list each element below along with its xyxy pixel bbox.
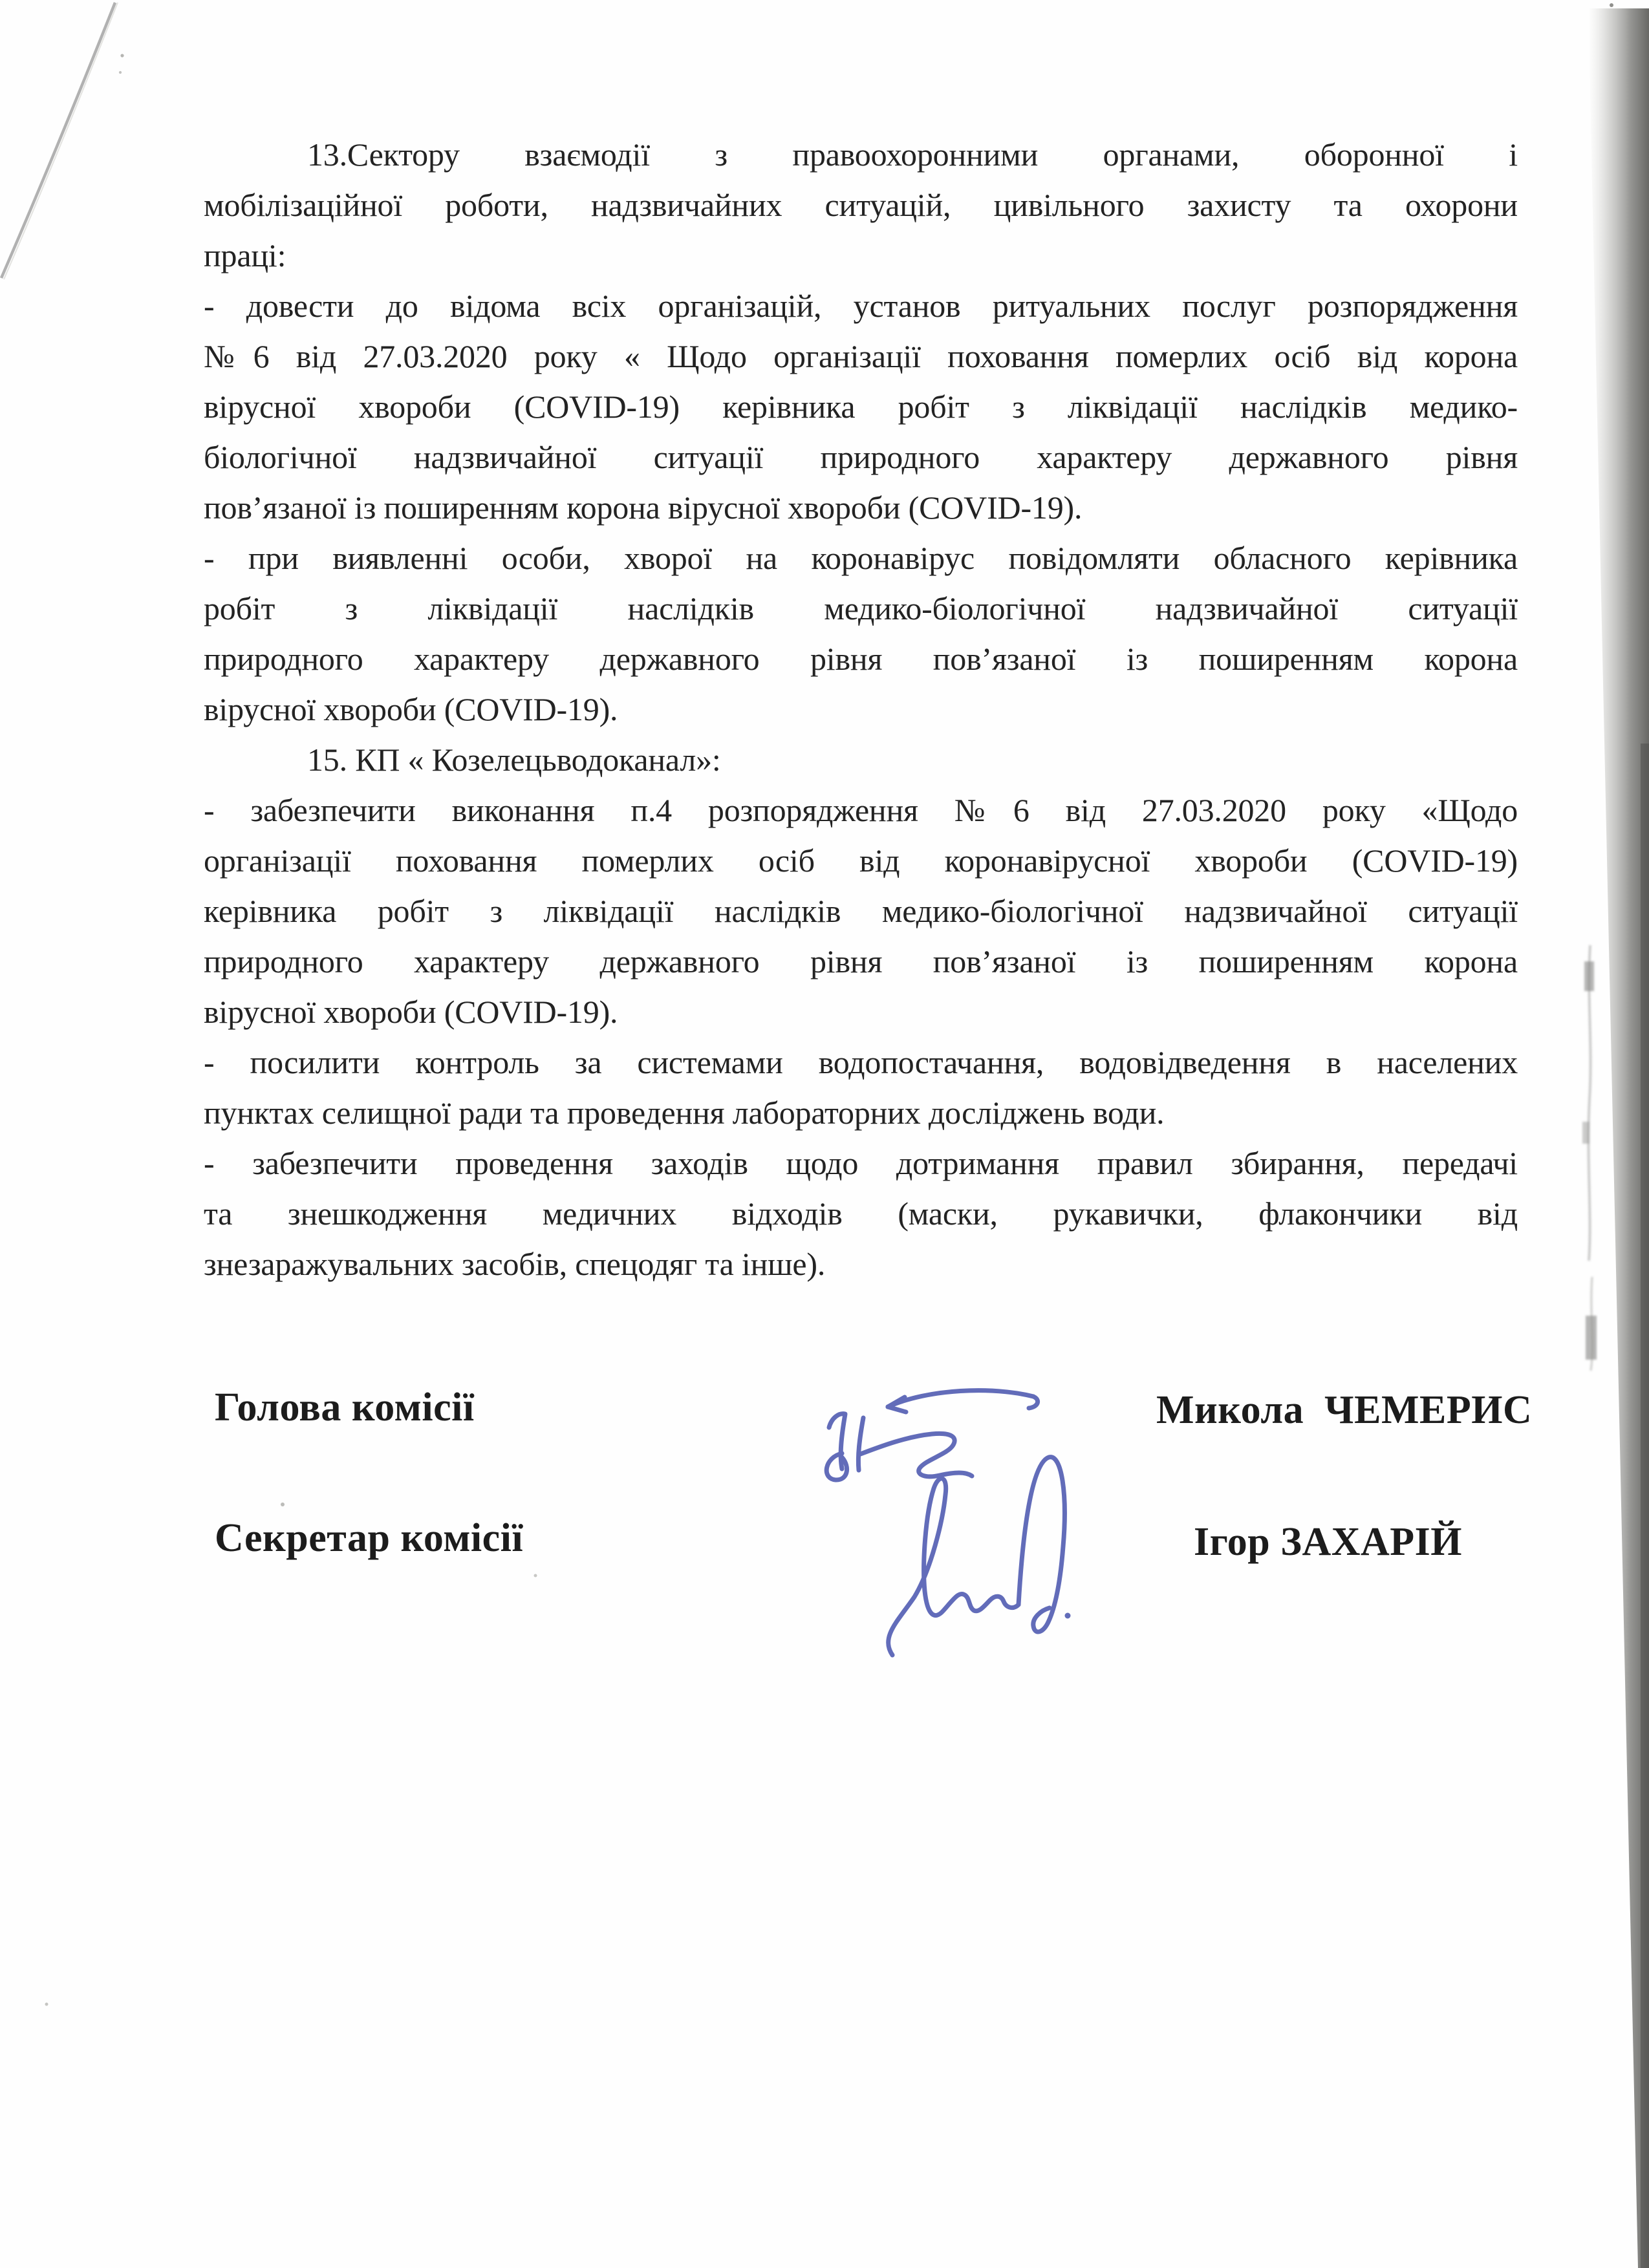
text-line: біологічної надзвичайної ситуації природного характеру державного рівня <box>204 439 1518 475</box>
text-line: - забезпечити проведення заходів щодо дотримання правил збирання, передачі <box>204 1145 1518 1181</box>
text-line: праці: <box>204 237 286 273</box>
text-line: керівника робіт з ліквідації наслідків медико-біологічної надзвичайної ситуації <box>204 893 1518 929</box>
text-line: №6 від 27.03.2020 року « Щодо організації поховання померлих осіб від корона <box>204 338 1518 374</box>
text-line: знезаражувальних засобів, спецодяг та інше). <box>204 1246 826 1282</box>
text-line: мобілізаційної роботи, надзвичайних ситуацій, цивільного захисту та охорони <box>204 187 1518 223</box>
text-line: вірусної хвороби (COVID-19). <box>204 994 618 1030</box>
text-line: - забезпечити виконання п.4 розпорядження №6 від 27.03.2020 року «Щодо <box>204 792 1518 828</box>
text-line: 13.Сектору взаємодії з правоохоронними органами, оборонної і <box>307 136 1518 173</box>
text-line: 15. КП « Козелецьводоканал»: <box>307 742 721 778</box>
text-line: природного характеру державного рівня пов’язаної із поширенням корона <box>204 641 1518 677</box>
text-line: пунктах селищної ради та проведення лабораторних досліджень води. <box>204 1095 1165 1131</box>
text-line: та знешкодження медичних відходів (маски, рукавички, флакончики від <box>204 1195 1518 1232</box>
signatory-role-secretary: Секретар комісії <box>215 1516 524 1560</box>
signatory-name-chairman: Микола ЧЕМЕРИС <box>1156 1388 1533 1432</box>
page-fold-line <box>1 3 124 279</box>
text-line: вірусної хвороби (COVID-19). <box>204 691 618 727</box>
signatory-name-secretary: Ігор ЗАХАРІЙ <box>1194 1520 1462 1564</box>
text-line: робіт з ліквідації наслідків медико-біологічної надзвичайної ситуації <box>204 590 1518 626</box>
signatory-role-chairman: Голова комісії <box>215 1385 475 1429</box>
document-body <box>204 129 1518 1289</box>
text-line: вірусної хвороби (COVID-19) керівника робіт з ліквідації наслідків медико- <box>204 389 1518 425</box>
handwritten-signature-icon <box>795 1377 1099 1662</box>
text-line: - довести до відома всіх організацій, установ ритуальних послуг розпорядження <box>204 288 1518 324</box>
text-line: - посилити контроль за системами водопостачання, водовідведення в населених <box>204 1044 1518 1080</box>
text-line: пов’язаної із поширенням корона вірусної хвороби (COVID-19). <box>204 489 1083 526</box>
edge-smudges <box>1582 945 1597 1371</box>
text-line: природного характеру державного рівня пов’язаної із поширенням корона <box>204 943 1518 979</box>
text-line: організації поховання померлих осіб від коронавірусної хвороби (COVID-19) <box>204 842 1518 879</box>
text-line: - при виявленні особи, хворої на коронавірус повідомляти обласного керівника <box>204 540 1518 576</box>
scanner-edge-shadow <box>1588 8 1649 2268</box>
